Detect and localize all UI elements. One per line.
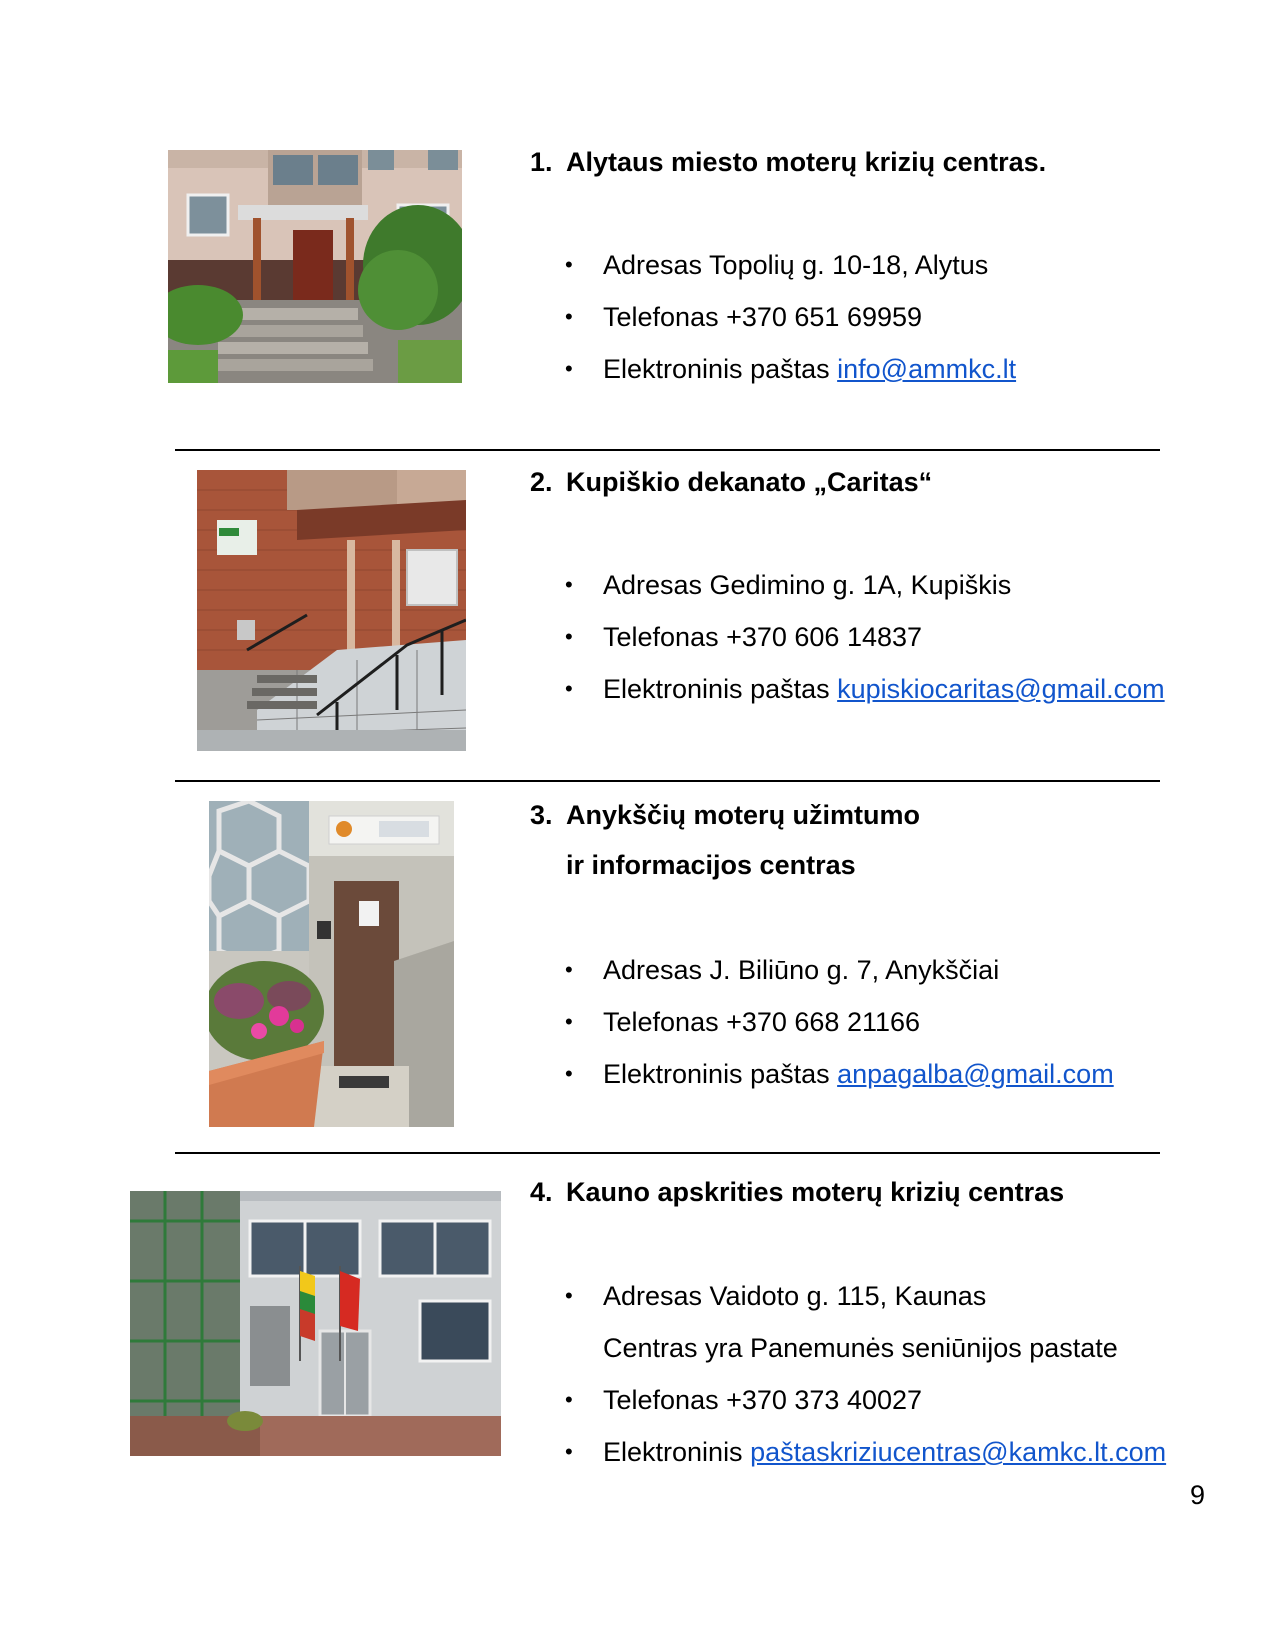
entry-3-email-link[interactable]: anpagalba@gmail.com xyxy=(837,1059,1114,1089)
entry-4-email-link[interactable]: paštaskriziucentras@kamkc.lt.com xyxy=(750,1437,1167,1467)
entry-4-address: • Adresas Vaidoto g. 115, Kaunas xyxy=(565,1270,1166,1322)
page-number: 9 xyxy=(1190,1480,1206,1510)
entry-2-phone: • Telefonas +370 606 14837 xyxy=(565,611,1165,663)
entry-1-number: 1. xyxy=(530,147,553,177)
entry-2-details xyxy=(565,559,1165,715)
entry-3-email-row: • Elektroninis paštas anpagalba@gmail.com xyxy=(565,1048,1114,1100)
entry-4-phone: • Telefonas +370 373 40027 xyxy=(565,1374,1166,1426)
entry-3-number: 3. xyxy=(530,800,553,830)
separator-2 xyxy=(175,780,1160,782)
entry-1-details xyxy=(565,239,1016,395)
entry-4-email-row: • Elektroninis paštaskriziucentras@kamkc.lt.com xyxy=(565,1426,1166,1478)
entry-4-address-line2: Centras yra Panemunės seniūnijos pastate xyxy=(603,1333,1118,1363)
building-photo-anyksciai xyxy=(209,801,454,1127)
entry-3-details xyxy=(565,944,1114,1100)
entry-2-number: 2. xyxy=(530,467,553,497)
entry-1-email-row: • Elektroninis paštas info@ammkc.lt xyxy=(565,343,1016,395)
entry-1-email-link[interactable]: info@ammkc.lt xyxy=(837,354,1017,384)
entry-1-address: • Adresas Topolių g. 10-18, Alytus xyxy=(565,239,1016,291)
separator-1 xyxy=(175,449,1160,451)
entry-3-title-line2: ir informacijos centras xyxy=(566,850,856,880)
separator-3 xyxy=(175,1152,1160,1154)
entry-1-phone: • Telefonas +370 651 69959 xyxy=(565,291,1016,343)
entry-1-title: 1. Alytaus miesto moterų krizių centras. xyxy=(530,137,1046,187)
building-photo-kaunas xyxy=(130,1191,501,1456)
entry-4-details xyxy=(565,1270,1166,1478)
entry-2-email-link[interactable]: kupiskiocaritas@gmail.com xyxy=(837,674,1165,704)
entry-2-title: 2. Kupiškio dekanato „Caritas“ xyxy=(530,457,932,507)
entry-2-address: • Adresas Gedimino g. 1A, Kupiškis xyxy=(565,559,1165,611)
building-photo-alytus xyxy=(168,150,462,383)
entry-3-phone: • Telefonas +370 668 21166 xyxy=(565,996,1114,1048)
entry-3-address: • Adresas J. Biliūno g. 7, Anykščiai xyxy=(565,944,1114,996)
building-photo-kupiskis xyxy=(197,470,466,751)
entry-4-number: 4. xyxy=(530,1177,553,1207)
entry-3-title: 3. Anykščių moterų užimtumo ir informacijos centras xyxy=(530,790,920,890)
entry-4-title: 4. Kauno apskrities moterų krizių centras xyxy=(530,1167,1064,1217)
entry-2-email-row: • Elektroninis paštas kupiskiocaritas@gmail.com xyxy=(565,663,1165,715)
